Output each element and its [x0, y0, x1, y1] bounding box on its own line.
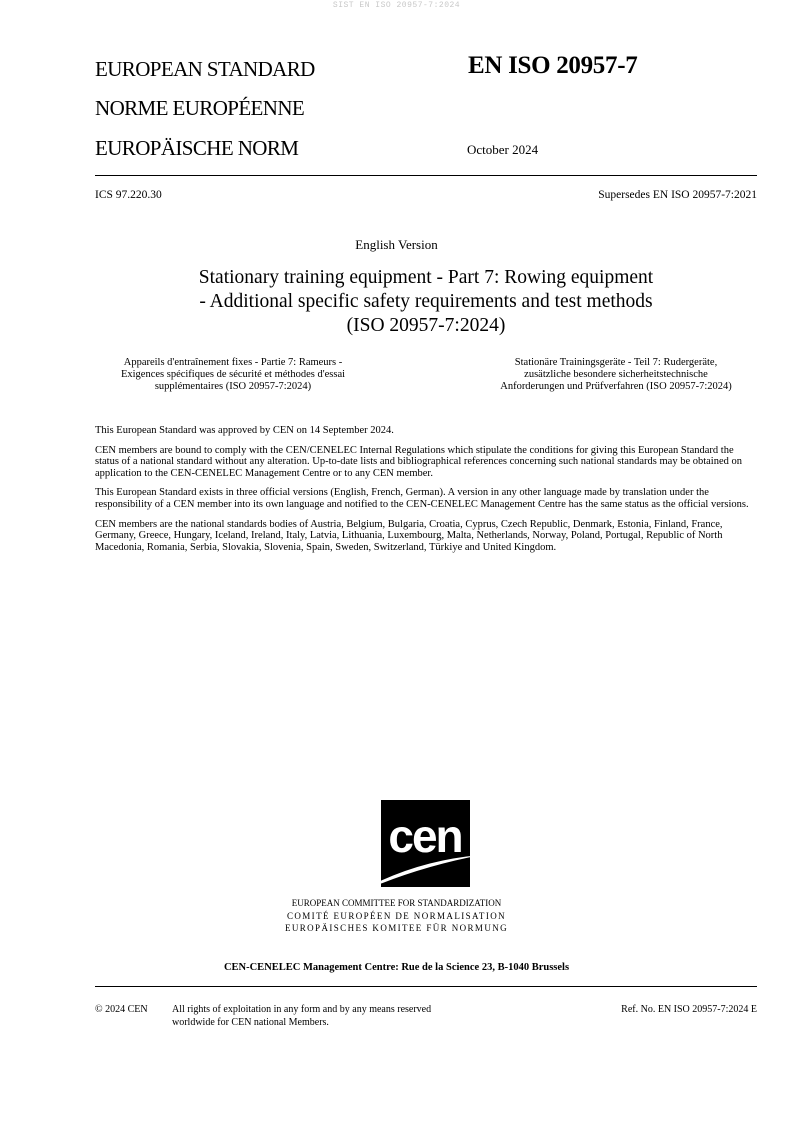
title-german-line: Stationäre Trainingsgeräte - Teil 7: Rudergeräte,: [514, 357, 718, 368]
standard-name-de: EUROPÄISCHE NORM: [95, 136, 299, 160]
title-line: (ISO 20957-7:2024): [346, 315, 506, 336]
publication-date: October 2024: [467, 142, 539, 157]
version-label: English Version: [355, 237, 438, 252]
cen-logo-icon: [381, 800, 470, 887]
cen-logo-text: cen: [388, 810, 462, 862]
document-title: [120, 266, 732, 338]
approval-paragraph: This European Standard was approved by CEN on 14 September 2024.: [95, 425, 394, 436]
header-divider: [95, 175, 757, 176]
title-french-line: supplémentaires (ISO 20957-7:2024): [154, 381, 312, 392]
watermark: SIST EN ISO 20957-7:2024: [332, 1, 461, 10]
footer-divider: [95, 986, 757, 987]
rights-notice: [172, 1004, 502, 1029]
standard-name-en: EUROPEAN STANDARD: [95, 57, 315, 81]
title-french: [85, 357, 381, 393]
reference-number: Ref. No. EN ISO 20957-7:2024 E: [621, 1004, 757, 1015]
supersedes-note: Supersedes EN ISO 20957-7:2021: [598, 189, 757, 201]
committee-name-en: EUROPEAN COMMITTEE FOR STANDARDIZATION: [291, 898, 502, 908]
members-paragraph: CEN members are the national standards bodies of Austria, Belgium, Bulgaria, Croatia, Cyprus, Czech Republic, Denmark, Estonia, Finland, France, Germany, Greece, Hungary, Iceland, Ireland, Italy, Latvia, Lithuania, Luxembourg, Malta, Netherlands, Norway, Poland, Portugal, Republic of North Macedonia, Romania, Serbia, Slovakia, Slovenia, Spain, Sweden, Switzerland, Türkiye and United Kingdom.: [95, 518, 723, 553]
title-french-line: Appareils d'entraînement fixes - Partie 7: Rameurs -: [123, 357, 343, 368]
title-german-line: Anforderungen und Prüfverfahren (ISO 20957-7:2024): [500, 381, 732, 392]
versions-paragraph: This European Standard exists in three official versions (English, French, German). A version in any other language made by translation under the responsibility of a CEN member into its own language and notified to the CEN-CENELEC Management Centre has the same status as the official versions.: [95, 487, 749, 510]
title-german: [458, 357, 774, 393]
title-french-line: Exigences spécifiques de sécurité et méthodes d'essai: [120, 369, 346, 380]
copyright: © 2024 CEN: [95, 1004, 148, 1015]
rights-line: worldwide for CEN national Members.: [172, 1016, 329, 1028]
cen-logo-graphic: [381, 800, 481, 890]
committee-name-fr: COMITÉ EUROPÉEN DE NORMALISATION: [286, 910, 507, 921]
management-centre-address: CEN-CENELEC Management Centre: Rue de la Science 23, B-1040 Brussels: [223, 962, 570, 973]
committee-names: [0, 897, 793, 935]
standard-number: EN ISO 20957-7: [468, 52, 638, 79]
compliance-paragraph: CEN members are bound to comply with the CEN/CENELEC Internal Regulations which stipulate the conditions for giving this European Standard the status of a national standard without any alteration. Up-to-date lists and bibliographical references concerning such national standards may be obtained on application to the CEN-CENELEC Management Centre or to any CEN member.: [95, 444, 743, 479]
standard-name-fr: NORME EUROPÉENNE: [95, 96, 305, 120]
rights-line: All rights of exploitation in any form and by any means reserved: [172, 1004, 432, 1015]
title-line: - Additional specific safety requirements and test methods: [199, 291, 653, 312]
ics-code: ICS 97.220.30: [95, 189, 162, 201]
title-line: Stationary training equipment - Part 7: Rowing equipment: [198, 267, 654, 288]
committee-name-de: EUROPÄISCHES KOMITEE FÜR NORMUNG: [284, 923, 509, 933]
body-text: [95, 425, 757, 561]
title-german-line: zusätzliche besondere sicherheitstechnische: [524, 369, 708, 380]
